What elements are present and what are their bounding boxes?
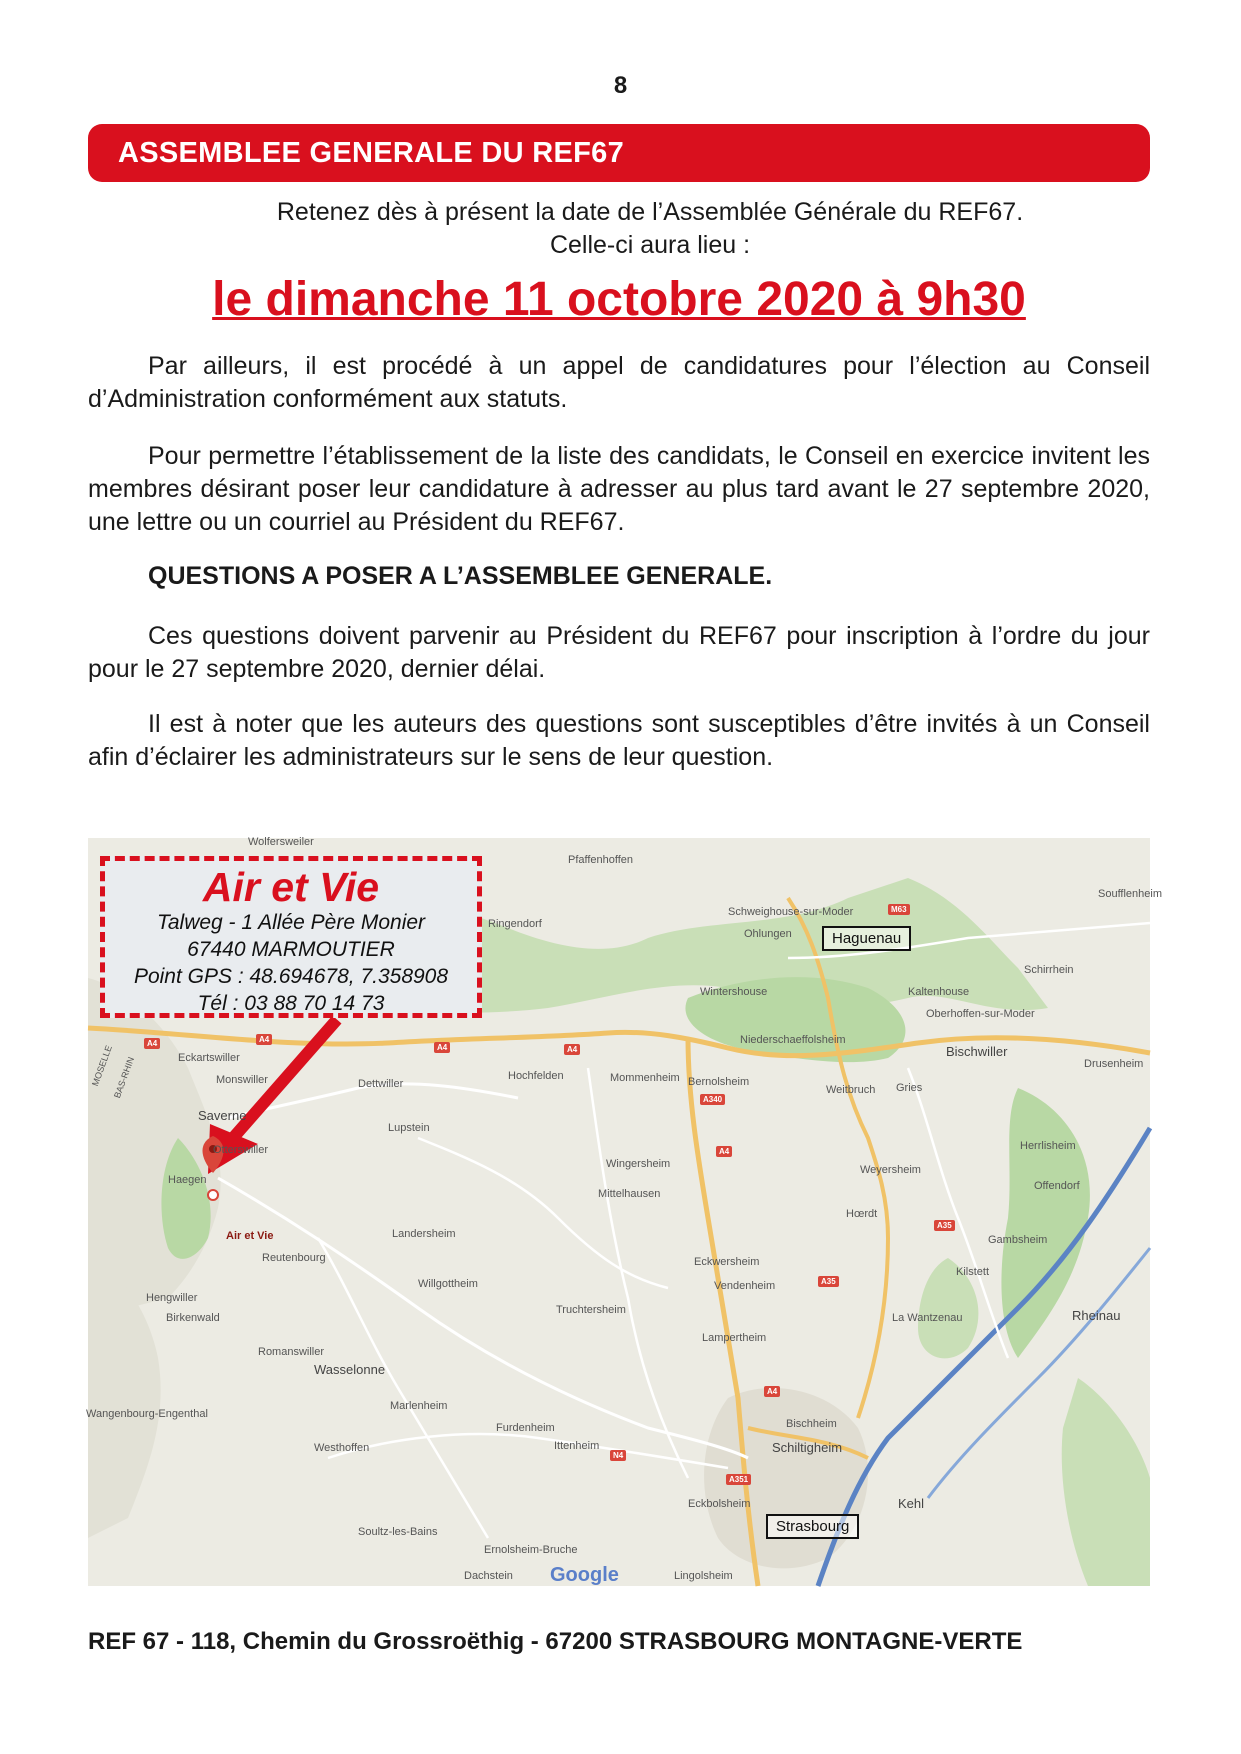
map-place-label: Eckartswiller — [178, 1052, 240, 1064]
road-badge: A340 — [700, 1094, 725, 1105]
map-place-label: Lampertheim — [702, 1332, 767, 1344]
venue-city: 67440 MARMOUTIER — [187, 938, 395, 961]
map-place-label: Schiltigheim — [772, 1440, 843, 1455]
map-place-label: Lingolsheim — [674, 1570, 733, 1582]
map-place-label: Wingersheim — [606, 1158, 671, 1170]
map-place-label: Gries — [896, 1082, 923, 1094]
map-place-label: Schirrhein — [1024, 964, 1074, 976]
map-place-label: Ernolsheim-Bruche — [484, 1544, 578, 1556]
map-place-label: Westhoffen — [314, 1442, 370, 1454]
map-place-label: Bischheim — [786, 1418, 837, 1430]
map-place-label: Mommenheim — [610, 1072, 680, 1084]
road-badge: A351 — [726, 1474, 751, 1485]
map-place-label: Weyersheim — [860, 1164, 921, 1176]
map-place-label: Birkenwald — [166, 1312, 220, 1324]
map-place-label: Willgottheim — [418, 1278, 478, 1290]
map-place-label: Offendorf — [1034, 1180, 1080, 1192]
map-place-label: Saverne — [198, 1108, 247, 1123]
map-region-label: MOSELLE — [90, 1044, 114, 1088]
map-place-label: Kehl — [898, 1496, 925, 1511]
map-place-label: Truchtersheim — [556, 1304, 626, 1316]
map-place-label: Drusenheim — [1084, 1058, 1144, 1070]
meeting-date-headline: le dimanche 11 octobre 2020 à 9h30 — [212, 273, 1026, 326]
map-place-label: Herrlisheim — [1020, 1140, 1076, 1152]
intro-line-1: Retenez dès à présent la date de l’Assemblée Générale du REF67. — [276, 198, 1024, 226]
venue-info-box — [100, 856, 482, 1018]
road-badge: A4 — [144, 1038, 160, 1049]
location-map — [86, 836, 1163, 1586]
map-place-label: Vendenheim — [714, 1280, 776, 1292]
map-place-label: Gambsheim — [988, 1234, 1048, 1246]
paragraph-questions: Ces questions doivent parvenir au Président du REF67 pour inscription à l’ordre du jour pour le 27 septembre 2020, dernier délai. — [88, 622, 1150, 683]
map-place-label: Oberhoffen-sur-Moder — [926, 1008, 1035, 1020]
map-place-label: La Wantzenau — [892, 1312, 963, 1324]
map-place-label: Monswiller — [216, 1074, 268, 1086]
map-place-label: Schweighouse-sur-Moder — [728, 906, 854, 918]
map-place-label: Mittelhausen — [598, 1188, 661, 1200]
map-place-label: Wangenbourg-Engenthal — [86, 1408, 208, 1420]
map-place-label: Reutenbourg — [262, 1252, 326, 1264]
map-place-label: Otterswiller — [213, 1144, 269, 1156]
map-place-label: Furdenheim — [496, 1422, 555, 1434]
road-badge: M63 — [888, 904, 910, 915]
google-logo: Google — [550, 1564, 619, 1586]
footer-address: REF 67 - 118, Chemin du Grossroëthig - 67200 STRASBOURG MONTAGNE-VERTE — [88, 1628, 1023, 1655]
map-region-label: BAS-RHIN — [112, 1055, 137, 1100]
road-badge: A35 — [818, 1276, 839, 1287]
road-badge: A4 — [716, 1146, 732, 1157]
map-place-label: Ringendorf — [488, 918, 542, 930]
haguenau-label: Haguenau — [822, 926, 911, 951]
map-place-label: Wasselonne — [314, 1362, 386, 1377]
map-place-label: Eckbolsheim — [688, 1498, 751, 1510]
paragraph-candidatures: Par ailleurs, il est procédé à un appel de candidatures pour l’élection au Conseil d’Administration conformément aux statuts. — [88, 352, 1150, 413]
road-badge: A4 — [764, 1386, 780, 1397]
road-badge: N4 — [610, 1450, 626, 1461]
venue-address: Talweg - 1 Allée Père Monier — [156, 911, 426, 934]
map-place-label: Weitbruch — [826, 1084, 876, 1096]
map-place-label: Eckwersheim — [694, 1256, 760, 1268]
road-badge: A4 — [434, 1042, 450, 1053]
strasbourg-label: Strasbourg — [766, 1514, 859, 1539]
map-place-label: Dettwiller — [358, 1078, 404, 1090]
map-place-label: Landersheim — [392, 1228, 456, 1240]
venue-gps: Point GPS : 48.694678, 7.358908 — [133, 965, 449, 988]
map-place-label: Hengwiller — [146, 1292, 198, 1304]
map-place-label: Soufflenheim — [1098, 888, 1163, 900]
road-badge: A4 — [564, 1044, 580, 1055]
page-number: 8 — [613, 72, 628, 99]
map-place-label: Hœrdt — [846, 1208, 878, 1220]
road-badge: A35 — [934, 1220, 955, 1231]
map-place-label: Wintershouse — [700, 986, 768, 998]
map-place-label: Dachstein — [464, 1570, 513, 1582]
map-place-label: Pfaffenhoffen — [568, 854, 634, 866]
map-place-label: Marlenheim — [390, 1400, 448, 1412]
map-place-label: Kaltenhouse — [908, 986, 970, 998]
questions-subheading: QUESTIONS A POSER A L’ASSEMBLEE GENERALE. — [148, 562, 773, 590]
venue-phone: Tél : 03 88 70 14 73 — [197, 992, 385, 1015]
map-place-label: Wolfersweiler — [248, 836, 314, 848]
map-marker-label: Air et Vie — [226, 1230, 274, 1242]
paragraph-auteurs: Il est à noter que les auteurs des questions sont susceptibles d’être invités à un Conseil afin d’éclairer les administrateurs sur le sens de leur question. — [88, 710, 1150, 771]
map-place-label: Rheinau — [1072, 1308, 1121, 1323]
venue-name: Air et Vie — [202, 864, 380, 910]
intro-text — [88, 196, 1212, 262]
map-place-label: Niederschaeffolsheim — [740, 1034, 846, 1046]
section-header-bar — [88, 124, 1150, 182]
map-place-label: Soultz-les-Bains — [358, 1526, 438, 1538]
map-place-label: Ittenheim — [554, 1440, 600, 1452]
map-place-label: Ohlungen — [744, 928, 792, 940]
map-place-label: Romanswiller — [258, 1346, 325, 1358]
map-place-label: Haegen — [168, 1174, 207, 1186]
map-place-label: Bischwiller — [946, 1044, 1008, 1059]
intro-line-2: Celle-ci aura lieu : — [549, 231, 751, 259]
map-place-label: Lupstein — [388, 1122, 430, 1134]
map-place-label: Bernolsheim — [688, 1076, 750, 1088]
section-title: ASSEMBLEE GENERALE DU REF67 — [118, 137, 625, 169]
road-badge: A4 — [256, 1034, 272, 1045]
paragraph-liste-candidats: Pour permettre l’établissement de la liste des candidats, le Conseil en exercice invitent les membres désirant poser leur candidature à adresser au plus tard avant le 27 septembre 2020, une lettre ou un courriel au Président du REF67. — [88, 442, 1150, 536]
map-place-label: Hochfelden — [508, 1070, 564, 1082]
map-place-label: Kilstett — [956, 1266, 990, 1278]
